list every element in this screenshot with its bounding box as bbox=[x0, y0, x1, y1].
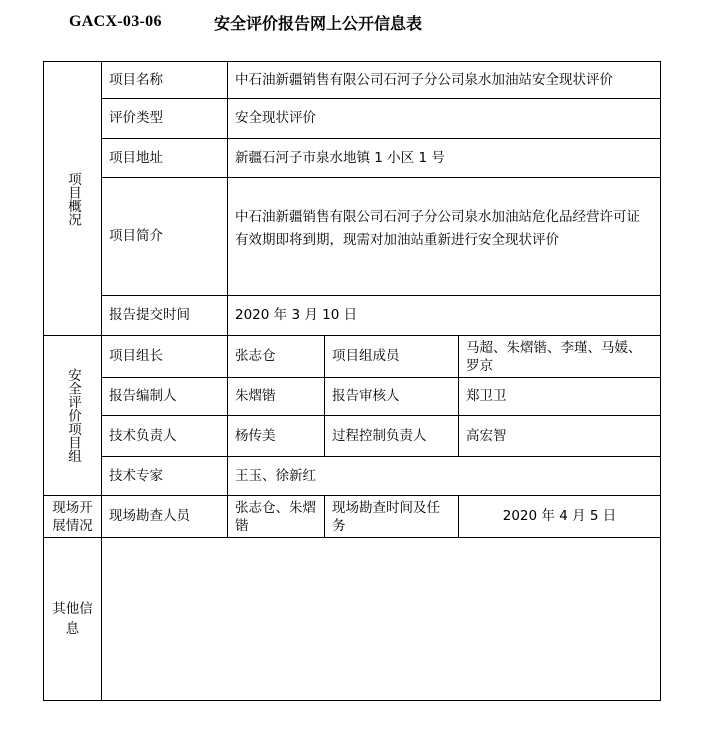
row-site-survey bbox=[44, 496, 661, 538]
tech-lead-value: 杨传美 bbox=[228, 416, 325, 457]
project-intro-value: 中石油新疆销售有限公司石河子分公司泉水加油站危化品经营许可证有效期即将到期，现需对加油站重新进行安全现状评价 bbox=[228, 178, 661, 296]
reviewer-label: 报告审核人 bbox=[325, 378, 459, 416]
section-other-label: 其他信息 bbox=[52, 601, 93, 637]
section-overview-label: 项目概况 bbox=[65, 171, 81, 226]
project-address-value: 新疆石河子市泉水地镇 1 小区 1 号 bbox=[228, 139, 661, 178]
document-title: 安全评价报告网上公开信息表 bbox=[214, 13, 423, 33]
submit-time-label: 报告提交时间 bbox=[102, 296, 228, 336]
expert-label: 技术专家 bbox=[102, 457, 228, 496]
row-project-name bbox=[44, 62, 661, 99]
row-team-leader bbox=[44, 336, 661, 378]
section-overview bbox=[44, 62, 102, 336]
author-label: 报告编制人 bbox=[102, 378, 228, 416]
members-value: 马超、朱熠锴、李瑾、马媛、罗京 bbox=[459, 336, 661, 378]
leader-value: 张志仓 bbox=[228, 336, 325, 378]
leader-label: 项目组长 bbox=[102, 336, 228, 378]
expert-value: 王玉、徐新红 bbox=[228, 457, 661, 496]
row-submit-time bbox=[44, 296, 661, 336]
submit-time-value: 2020 年 3 月 10 日 bbox=[228, 296, 661, 336]
process-value: 高宏智 bbox=[459, 416, 661, 457]
project-intro-label: 项目简介 bbox=[102, 178, 228, 296]
site-staff-value: 张志仓、朱熠锴 bbox=[228, 496, 325, 538]
row-project-intro bbox=[44, 178, 661, 296]
row-tech-lead bbox=[44, 416, 661, 457]
other-info-value bbox=[102, 538, 661, 701]
row-eval-type bbox=[44, 99, 661, 139]
section-team bbox=[44, 336, 102, 496]
project-name-value: 中石油新疆销售有限公司石河子分公司泉水加油站安全现状评价 bbox=[228, 62, 661, 99]
row-tech-expert bbox=[44, 457, 661, 496]
reviewer-value: 郑卫卫 bbox=[459, 378, 661, 416]
section-team-label: 安全评价项目组 bbox=[65, 368, 81, 463]
members-label: 项目组成员 bbox=[325, 336, 459, 378]
site-time-label: 现场勘查时间及任务 bbox=[325, 496, 459, 538]
tech-lead-label: 技术负责人 bbox=[102, 416, 228, 457]
project-address-label: 项目地址 bbox=[102, 139, 228, 178]
site-staff-label: 现场勘查人员 bbox=[102, 496, 228, 538]
eval-type-value: 安全现状评价 bbox=[228, 99, 661, 139]
row-other-info bbox=[44, 538, 661, 701]
author-value: 朱熠锴 bbox=[228, 378, 325, 416]
site-time-value: 2020 年 4 月 5 日 bbox=[459, 496, 661, 538]
section-site-label: 现场开展情况 bbox=[52, 499, 93, 534]
row-project-address bbox=[44, 139, 661, 178]
document-header bbox=[69, 10, 423, 34]
eval-type-label: 评价类型 bbox=[102, 99, 228, 139]
document-code: GACX-03-06 bbox=[69, 13, 162, 30]
row-report-author bbox=[44, 378, 661, 416]
info-table bbox=[43, 61, 661, 701]
section-other bbox=[44, 538, 102, 701]
project-name-label: 项目名称 bbox=[102, 62, 228, 99]
process-label: 过程控制负责人 bbox=[325, 416, 459, 457]
section-site bbox=[44, 496, 102, 538]
